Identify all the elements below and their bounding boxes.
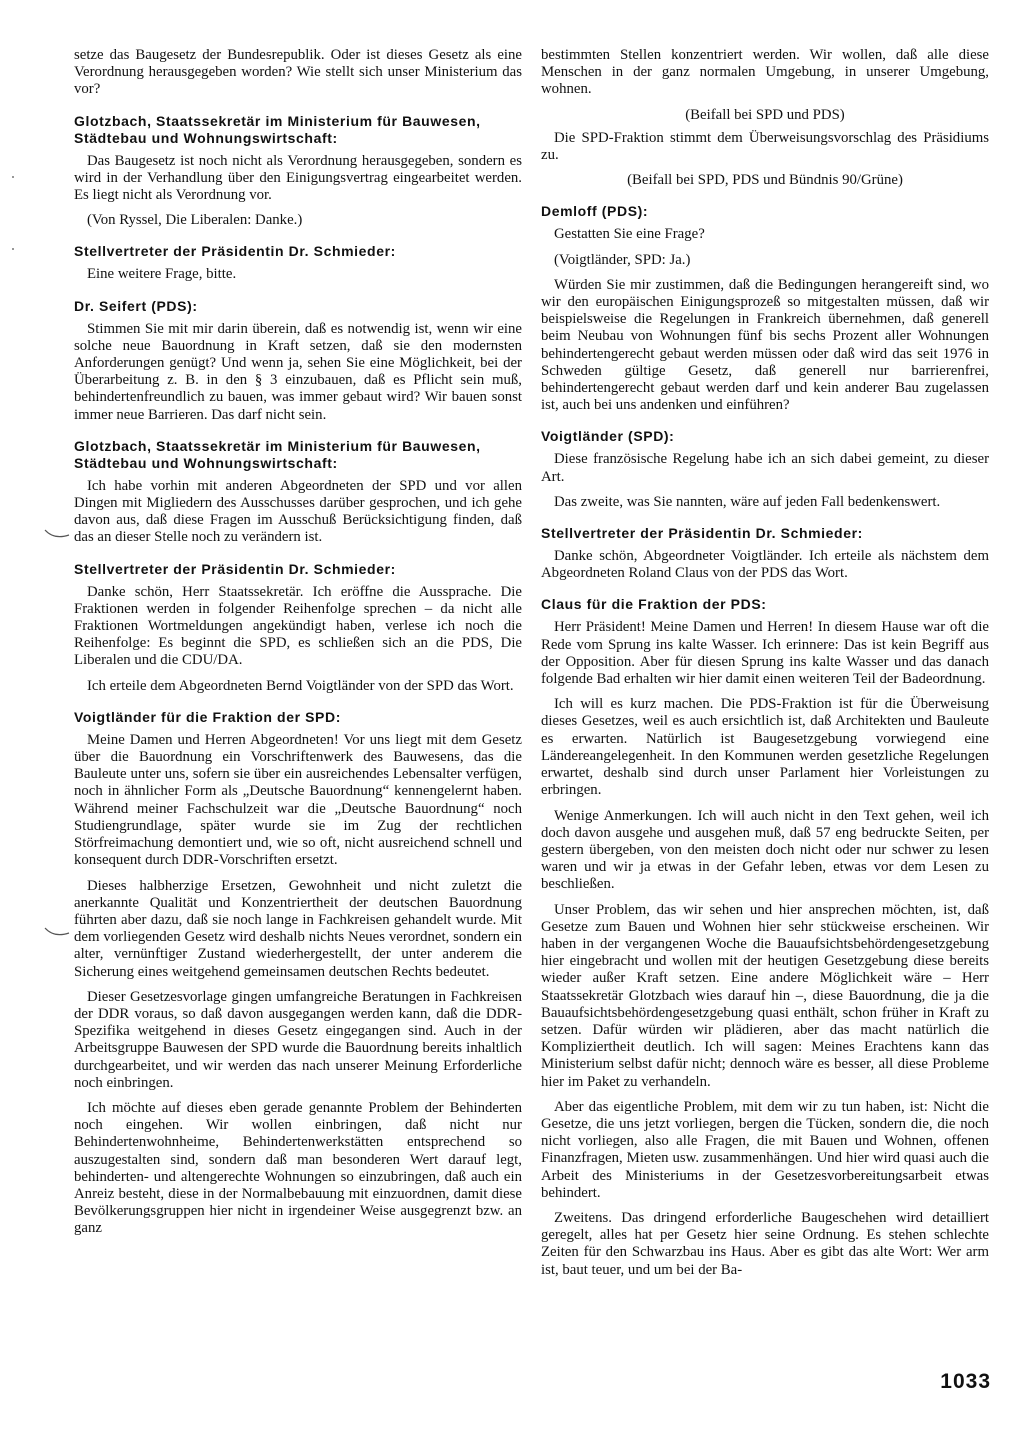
paragraph: Das Baugesetz ist noch nicht als Verordnung herausgegeben, sondern es wird in der Verhandlung über den Einigungsvertrag eingearbeitet werden. Es liegt nicht als Verordnung vor. bbox=[74, 152, 522, 204]
paragraph: Danke schön, Abgeordneter Voigtländer. Ich erteile als nächstem dem Abgeordneten Roland Claus von der PDS das Wort. bbox=[541, 548, 989, 582]
paragraph: Gestatten Sie eine Frage? bbox=[554, 226, 705, 243]
paragraph: Ich habe vorhin mit anderen Abgeordneten der SPD und vor allen Dingen mit Migliedern des Ausschusses darüber gesprochen, und ich gehe davon aus, daß diese Fragen im Ausschuß Berücksichtigung finden, daß das an dieser Stelle noch zu verändern ist. bbox=[74, 477, 522, 546]
paragraph: Würden Sie mir zustimmen, daß die Bedingungen herangereift sind, wo wir den europäischen Einigungsprozeß so mitgestalten müssen, daß wir beispielsweise die Regelungen in Frankreich übernehmen, daß generell beim Neubau von Wohnungen fünf bis sechs Prozent aller Wohnungen behindertengerecht gebaut werden müssen oder daß wird das seit 1976 in Schweden gültige Gesetz, daß generell nur barrierenfrei, behindertengerecht gebaut werden darf und kein anderer Bau zugelassen ist, auch bei uns andenken und einführen? bbox=[541, 276, 989, 414]
paragraph: Ich möchte auf dieses eben gerade genannte Problem der Behinderten noch eingehen. Wir wollen einbringen, daß nicht nur Behindertenwohnheime, Behindertenwerkstätten entsprechend so auszugestalten sind, sondern daß man besonderen Wert darauf legt, behinderten- und altengerechte Wohnungen so einzubringen, daß auch ein Anreiz besteht, diese in der Normalbebauung mit einzuordnen, damit diese Bevölkerungsgruppen hier nicht in irgendeiner Weise ausgegrenzt bzw. an ganz bbox=[74, 1099, 522, 1237]
paragraph: Diese französische Regelung habe ich an sich dabei gemeint, zu dieser Art. bbox=[541, 451, 989, 485]
margin-mark bbox=[44, 925, 70, 939]
speaker-heading: Stellvertreter der Präsidentin Dr. Schmieder: bbox=[74, 560, 396, 577]
applause-note: (Beifall bei SPD, PDS und Bündnis 90/Grüne) bbox=[627, 172, 903, 189]
paragraph: Ich erteile dem Abgeordneten Bernd Voigtländer von der SPD das Wort. bbox=[87, 677, 514, 694]
paragraph: Stimmen Sie mit mir darin überein, daß es notwendig ist, wenn wir eine solche neue Bauordnung in Kraft setzen, daß sie den modernsten Anforderungen genügt? Und wenn ja, sehen Sie eine Möglichkeit, bei der Überarbeitung z. B. in den § 3 einzubauen, daß es Pflicht sein muß, behindertenfreundlich zu bauen, was immer gebaut wird? Wir bauen sonst immer neue Barrieren. Das darf nicht sein. bbox=[74, 320, 522, 423]
paragraph: Dieses halbherzige Ersetzen, Gewohnheit und nicht zuletzt die anerkannte Qualität und Konzentriertheit der deutschen Bauordnung führten aber dazu, daß sie noch lange in Fachkreisen gehandelt wurde. Mit dem vorliegenden Gesetz wird deshalb nichts Neues verordnet, sondern ein alter, vernünftiger Zustand wiederhergestellt, der unter anderem die Sicherung eines weitgehend gemeinsamen deutschen Rechts bedeutet. bbox=[74, 877, 522, 980]
paragraph: (Von Ryssel, Die Liberalen: Danke.) bbox=[87, 212, 303, 229]
paragraph: Eine weitere Frage, bitte. bbox=[87, 266, 237, 283]
paragraph: Meine Damen und Herren Abgeordneten! Vor uns liegt mit dem Gesetz über die Bauordnung ein Vorschriftenwerk des Bauwesens, das die Bauleute unter uns, sofern sie über ein ausreichendes Lebensalter verfügen, noch in ähnlicher Form als „Deutsche Bauordnung“ kennengelernt haben. Während meiner Fachschulzeit war die „Deutsche Bauordnung“ noch Studiengrundlage, später wurde sie im Zug der rechtlichen Störfreimachung demontiert und, wie so oft, nicht ausreichend schnell und konsequent durch DDR-Vorschriften ersetzt. bbox=[74, 731, 522, 869]
paragraph: Dieser Gesetzesvorlage gingen umfangreiche Beratungen in Fachkreisen der DDR voraus, so daß davon ausgegangen werden kann, daß die DDR-Spezifika weitgehend in dieses Gesetz eingegangen sind. Auch in der Arbeitsgruppe Bauwesen der SPD wurde die Bauordnung bereits inhaltlich durchgearbeitet, und wir werden das nach unserer Meinung Erforderliche noch einbringen. bbox=[74, 988, 522, 1091]
speaker-heading: Glotzbach, Staatssekretär im Ministerium für Bauwesen, Städtebau und Wohnungswirtschaft: bbox=[74, 112, 481, 146]
speaker-heading: Demloff (PDS): bbox=[541, 203, 649, 220]
paragraph: (Voigtländer, SPD: Ja.) bbox=[554, 251, 691, 268]
speaker-heading: Voigtländer für die Fraktion der SPD: bbox=[74, 708, 341, 725]
speaker-heading: Voigtländer (SPD): bbox=[541, 428, 675, 445]
page-number: 1033 bbox=[940, 1370, 991, 1393]
scan-speck bbox=[12, 176, 14, 178]
paragraph: Aber das eigentliche Problem, mit dem wir zu tun haben, ist: Nicht die Gesetze, die uns jetzt vorliegen, bergen die Tücken, sondern die, die noch nicht vorliegen, also alle Fragen, die mit Bauen und Wohnen, offenen Finanzfragen, Mieten usw. zusammenhängen. Und hier wird quasi auch die Arbeit des Ministeriums in der Gesetzesvorbereitungsarbeit etwas behindert. bbox=[541, 1098, 989, 1201]
speaker-heading: Stellvertreter der Präsidentin Dr. Schmieder: bbox=[541, 525, 863, 542]
speaker-heading: Glotzbach, Staatssekretär im Ministerium für Bauwesen, Städtebau und Wohnungswirtschaft: bbox=[74, 437, 481, 471]
speaker-heading: Dr. Seifert (PDS): bbox=[74, 297, 198, 314]
paragraph: Wenige Anmerkungen. Ich will auch nicht in den Text gehen, weil ich doch davon ausgehe und ausgehen muß, daß 57 eng bedruckte Seiten, per gestern übergeben, von den meisten doch nicht oder nur schwer zu lesen waren und wir ja etwas in der Gefahr leben, etwas vor dem Lesen zu beschließen. bbox=[541, 807, 989, 893]
margin-mark bbox=[44, 527, 70, 541]
speaker-heading: Claus für die Fraktion der PDS: bbox=[541, 596, 767, 613]
paragraph: Ich will es kurz machen. Die PDS-Fraktion ist für die Überweisung dieses Gesetzes, weil es auch ersichtlich ist, daß Architekten und Bauleute es erwarten. Natürlich ist Baugesetzgebung vorwiegend eine Ländereangelegenheit. In den Kommunen werden gesetzliche Regelungen erwartet, deshalb sind durch unser Parlament hier Vorleistungen zu erbringen. bbox=[541, 696, 989, 799]
scan-speck bbox=[12, 248, 14, 250]
right-column bbox=[541, 47, 989, 1287]
paragraph: Unser Problem, das wir sehen und hier ansprechen möchten, ist, daß Gesetze zum Bauen und Wohnen hier sehr stückweise erscheinen. Wir haben in der vergangenen Woche die Bauaufsichtsbehördengesetzgebung hier eingebracht und wollen mit der heutigen Gesetzgebung diese bereits wieder außer Kraft setzen. Eine andere Möglichkeit wäre – Herr Staatssekretär Glotzbach wies darauf hin –, diese Bauordnung, die ja die Bauaufsichtsbehördengesetzgebung quasi enthält, schon früher in Kraft zu setzen. Dafür würden wir plädieren, aber das macht natürlich die Kompliziertheit deutlich. Ich will sagen: Meines Erachtens kann das Ministerium selbst dafür nicht; dennoch wäre es besser, all diese Probleme hier im Paket zu verhandeln. bbox=[541, 901, 989, 1090]
paragraph: bestimmten Stellen konzentriert werden. Wir wollen, daß alle diese Menschen in der ganz normalen Umgebung, in unserer Umgebung, wohnen. bbox=[541, 47, 989, 98]
applause-note: (Beifall bei SPD und PDS) bbox=[685, 106, 845, 123]
paragraph: Die SPD-Fraktion stimmt dem Überweisungsvorschlag des Präsidiums zu. bbox=[541, 129, 989, 164]
paragraph: Herr Präsident! Meine Damen und Herren! In diesem Hause war oft die Rede vom Sprung ins kalte Wasser. Ich erinnere: Das ist kein Begriff aus der Opposition. Aber für diesen Sprung ins kalte Wasser und das danach folgende Bad erhalten wir hier damit einen weiteren Teil der Badeordnung. bbox=[541, 619, 989, 688]
paragraph: Danke schön, Herr Staatssekretär. Ich eröffne die Aussprache. Die Fraktionen werden in folgender Reihenfolge sprechen – da nicht alle Fraktionen Wortmeldungen angekündigt haben, verlese ich noch die Reihenfolge: Es beginnt die SPD, es schließen sich an die PDS, Die Liberalen und die CDU/DA. bbox=[74, 583, 522, 669]
left-column bbox=[74, 47, 522, 1246]
paragraph: Das zweite, was Sie nannten, wäre auf jeden Fall bedenkenswert. bbox=[554, 493, 941, 510]
paragraph: Zweitens. Das dringend erforderliche Baugeschehen wird detailliert geregelt, alles hat per Gesetz hier seine Ordnung. Es stehen schlechte Zeiten für den Schwarzbau ins Haus. Aber es gibt das alte Wort: Wer arm ist, baut teuer, und um bei der Ba- bbox=[541, 1209, 989, 1278]
speaker-heading: Stellvertreter der Präsidentin Dr. Schmieder: bbox=[74, 243, 396, 260]
paragraph: setze das Baugesetz der Bundesrepublik. Oder ist dieses Gesetz als eine Verordnung herausgegeben worden? Wie stellt sich unser Ministerium das vor? bbox=[74, 47, 522, 98]
